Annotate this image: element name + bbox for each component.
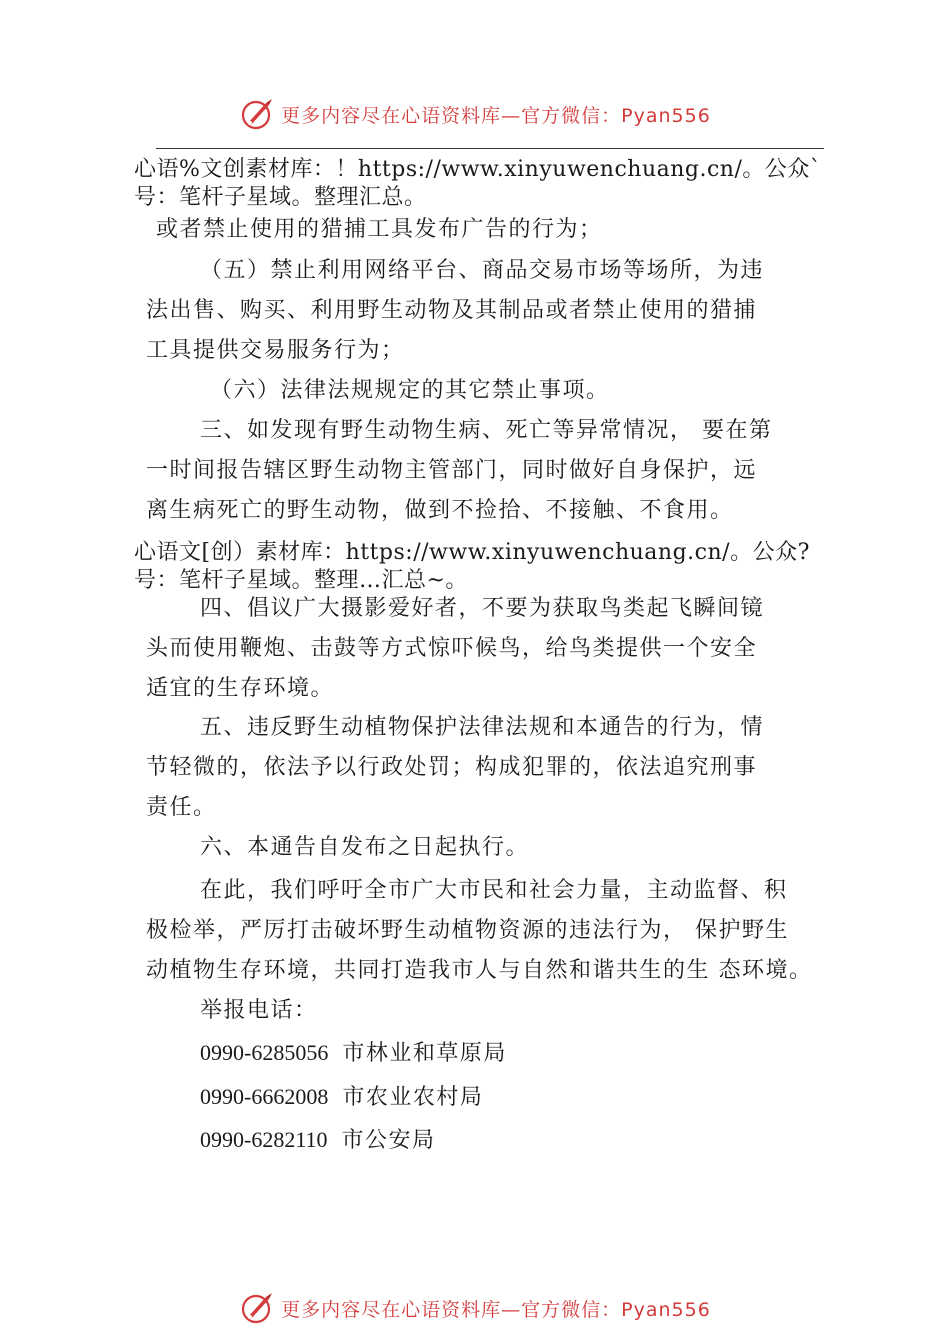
quill-pen-logo-icon (239, 1290, 275, 1326)
watermark-line: 号：笔杆子星域。整理汇总。 (134, 185, 427, 210)
paragraph-line: 一时间报告辖区野生动物主管部门，同时做好自身保护，远 (146, 458, 758, 483)
banner-text: 更多内容尽在心语资料库—官方微信：Pyan556 (281, 104, 711, 127)
paragraph-line: 在此，我们呼吁全市广大市民和社会力量，主动监督、积 (200, 878, 788, 903)
header-banner (0, 96, 950, 132)
paragraph-line: 极检举，严厉打击破坏野生动植物资源的违法行为， 保护野生 (146, 918, 789, 943)
paragraph-line: 五、违反野生动植物保护法律法规和本通告的行为，情 (200, 715, 765, 740)
footer-banner (0, 1290, 950, 1326)
paragraph-line: 动植物生存环境，共同打造我市人与自然和谐共生的生 态环境。 (146, 958, 813, 983)
hotline-entry (200, 1083, 483, 1112)
paragraph-line: 离生病死亡的野生动物，做到不捡拾、不接触、不食用。 (146, 498, 734, 523)
paragraph-line: （五）禁止利用网络平台、商品交易市场等场所，为违 (200, 258, 765, 283)
department-name: 市农业农村局 (342, 1085, 484, 1110)
wechat-account: Pyan556 (621, 1298, 711, 1321)
department-name: 市林业和草原局 (342, 1041, 507, 1066)
paragraph-line: 适宜的生存环境。 (146, 676, 335, 701)
paragraph-line: 法出售、购买、利用野生动物及其制品或者禁止使用的猎捕 (146, 298, 758, 323)
paragraph-line: 六、本通告自发布之日起执行。 (200, 835, 530, 860)
paragraph-line: 或者禁止使用的猎捕工具发布广告的行为； (156, 217, 603, 242)
watermark-line: 号：笔杆子星域。整理…汇总~。 (134, 568, 468, 593)
department-name: 市公安局 (341, 1128, 436, 1153)
paragraph-line: （六）法律法规规定的其它禁止事项。 (210, 378, 610, 403)
banner-text: 更多内容尽在心语资料库—官方微信：Pyan556 (281, 1298, 711, 1321)
paragraph-line: 四、倡议广大摄影爱好者，不要为获取鸟类起飞瞬间镜 (200, 596, 765, 621)
paragraph-line: 三、如发现有野生动物生病、死亡等异常情况， 要在第 (200, 418, 773, 443)
watermark-line: 心语文[创）素材库：https://www.xinyuwenchuang.cn/。公众? (134, 540, 810, 565)
hotline-entry (200, 1126, 436, 1155)
paragraph-line: 头而使用鞭炮、击鼓等方式惊吓候鸟，给鸟类提供一个安全 (146, 636, 758, 661)
phone-number: 0990-6662008 (200, 1084, 329, 1109)
wechat-account: Pyan556 (621, 104, 711, 127)
header-divider (156, 148, 824, 149)
quill-pen-logo-icon (239, 96, 275, 132)
paragraph-line: 工具提供交易服务行为； (146, 338, 405, 363)
phone-number: 0990-6282110 (200, 1127, 328, 1152)
phone-number: 0990-6285056 (200, 1040, 329, 1065)
watermark-line: 心语%文创素材库：！https://www.xinyuwenchuang.cn/。公众` (134, 157, 822, 182)
hotline-label: 举报电话： (200, 998, 318, 1023)
paragraph-line: 节轻微的，依法予以行政处罚；构成犯罪的，依法追究刑事 (146, 755, 758, 780)
hotline-entry (200, 1039, 507, 1068)
paragraph-line: 责任。 (146, 795, 217, 820)
